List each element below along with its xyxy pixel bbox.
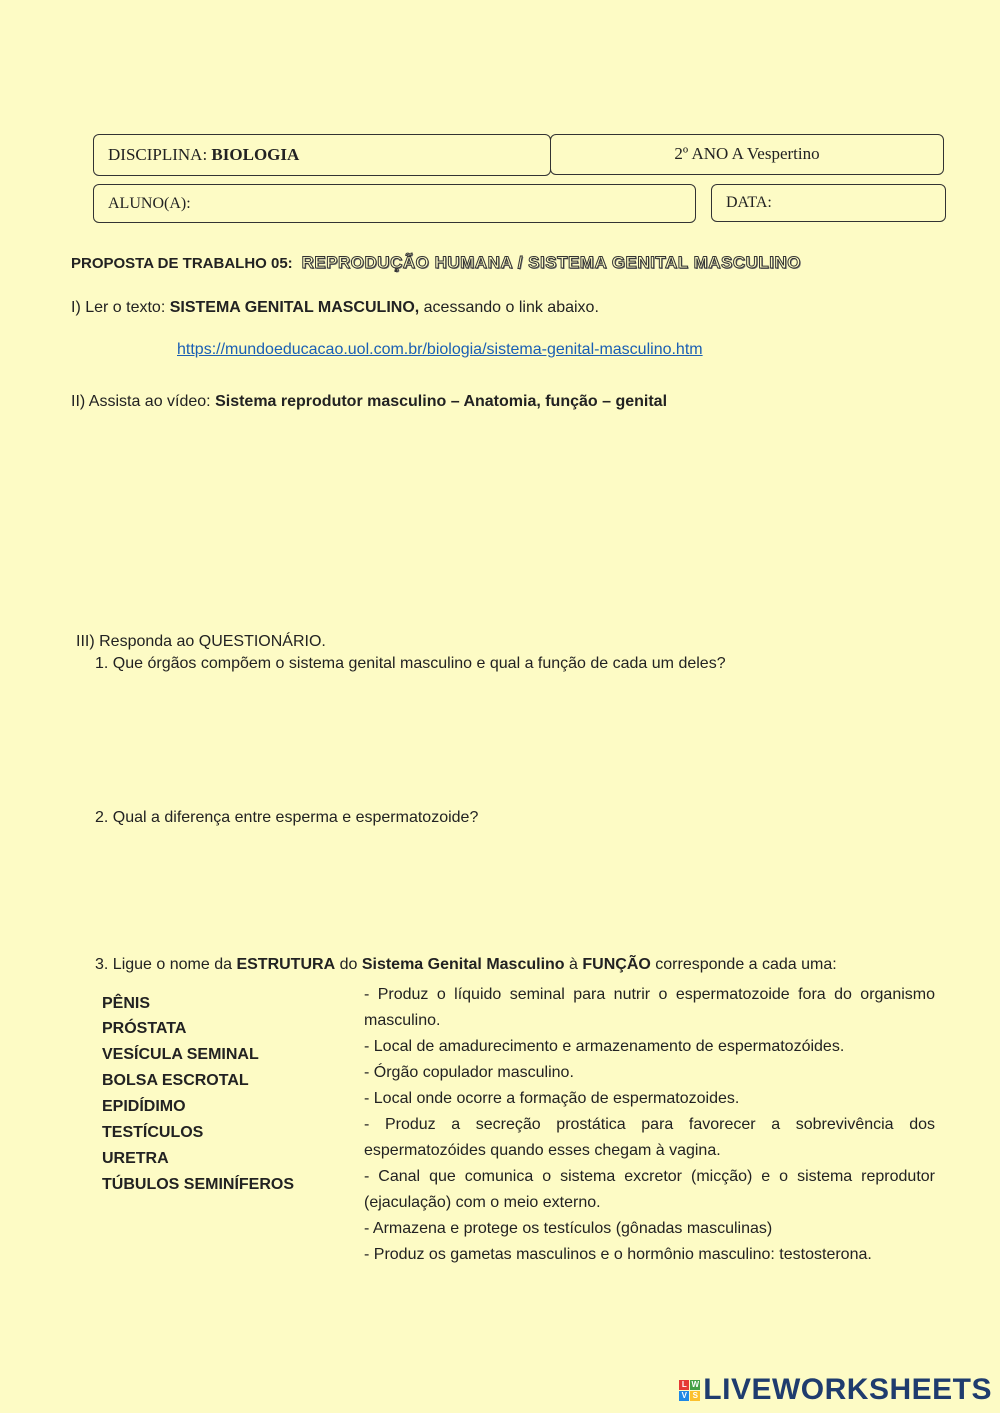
section2-prefix: II) Assista ao vídeo: [71, 393, 211, 410]
section1-bold: SISTEMA GENITAL MASCULINO, [169, 299, 420, 316]
proposta-title: REPRODUÇÃO HUMANA / SISTEMA GENITAL MASCULINO [301, 253, 802, 272]
section3-heading: III) Responda ao QUESTIONÁRIO. [76, 633, 326, 650]
q3-part-5: FUNÇÃO [582, 956, 651, 973]
structure-uretra[interactable]: URETRA [102, 1150, 169, 1167]
function-item[interactable]: - Órgão copulador masculino. [364, 1064, 574, 1081]
structure-vesicula-seminal[interactable]: VESÍCULA SEMINAL [102, 1046, 259, 1063]
link-wrapper [177, 341, 703, 359]
liveworksheets-logo [679, 1373, 992, 1407]
question-3 [95, 956, 837, 974]
aluno-field[interactable] [93, 184, 696, 223]
data-field[interactable] [711, 184, 946, 222]
logo-mark-v: V [679, 1391, 689, 1401]
disciplina-box [93, 134, 551, 176]
section2-line [71, 393, 667, 411]
logo-mark-w: W [691, 1379, 700, 1389]
logo-mark-s: S [690, 1391, 700, 1401]
structure-tubulos-seminiferos[interactable]: TÚBULOS SEMINÍFEROS [102, 1176, 295, 1193]
section2-bold: Sistema reprodutor masculino – Anatomia, função – genital [215, 393, 668, 410]
proposta-line [71, 253, 801, 273]
function-item[interactable]: - Produz os gametas masculinos e o hormônio masculino: testosterona. [364, 1246, 872, 1263]
mundoeducacao-link[interactable]: https://mundoeducacao.uol.com.br/biologia/sistema-genital-masculino.htm [177, 341, 703, 358]
liveworksheets-logo-text: LIVEWORKSHEETS [703, 1373, 992, 1406]
turma-value: 2º ANO A Vespertino [674, 144, 820, 163]
function-item[interactable]: - Produz o líquido seminal para nutrir o espermatozoide fora do organismo masculino. [364, 986, 935, 1029]
section1-line [71, 299, 599, 317]
turma-box [550, 134, 944, 175]
q3-part-6: corresponde a cada uma: [655, 956, 837, 973]
question-2: 2. Qual a diferença entre esperma e espermatozoide? [95, 809, 479, 826]
question-1: 1. Que órgãos compõem o sistema genital masculino e qual a função de cada um deles? [95, 655, 726, 672]
function-item[interactable]: - Produz a secreção prostática para favorecer a sobrevivência dos espermatozóides quando esses chegam à vagina. [364, 1116, 935, 1159]
structure-testiculos[interactable]: TESTÍCULOS [102, 1124, 204, 1141]
function-item[interactable]: - Armazena e protege os testículos (gônadas masculinas) [364, 1220, 773, 1237]
q3-part-0: 3. Ligue o nome da [95, 956, 232, 973]
section1-prefix: I) Ler o texto: [71, 299, 166, 316]
function-item[interactable]: - Canal que comunica o sistema excretor (micção) e o sistema reprodutor (ejaculação) com o meio externo. [364, 1168, 935, 1211]
q3-part-4: à [569, 956, 578, 973]
structure-penis[interactable]: PÊNIS [102, 995, 151, 1012]
structure-bolsa-escrotal[interactable]: BOLSA ESCROTAL [102, 1072, 249, 1089]
answer-1-field[interactable] [95, 685, 935, 800]
video-area[interactable] [71, 420, 931, 620]
structure-epididimo[interactable]: EPIDÍDIMO [102, 1098, 186, 1115]
q3-part-3: Sistema Genital Masculino [361, 956, 565, 973]
function-item[interactable]: - Local onde ocorre a formação de espermatozoides. [364, 1090, 740, 1107]
logo-mark-l: L [679, 1380, 689, 1390]
proposta-label: PROPOSTA DE TRABALHO 05: [71, 255, 293, 272]
section1-suffix: acessando o link abaixo. [423, 299, 599, 316]
data-label: DATA: [726, 194, 772, 211]
disciplina-label: DISCIPLINA: BIOLOGIA [108, 145, 300, 164]
liveworksheets-logo-icon [679, 1380, 700, 1401]
structure-prostata[interactable]: PRÓSTATA [102, 1020, 187, 1037]
q3-part-2: do [339, 956, 358, 973]
answer-2-field[interactable] [95, 838, 935, 943]
q3-part-1: ESTRUTURA [236, 956, 336, 973]
disciplina-value: BIOLOGIA [211, 145, 300, 164]
functions-list [364, 982, 935, 1268]
function-item[interactable]: - Local de amadurecimento e armazenamento de espermatozóides. [364, 1038, 845, 1055]
aluno-label: ALUNO(A): [108, 195, 191, 212]
